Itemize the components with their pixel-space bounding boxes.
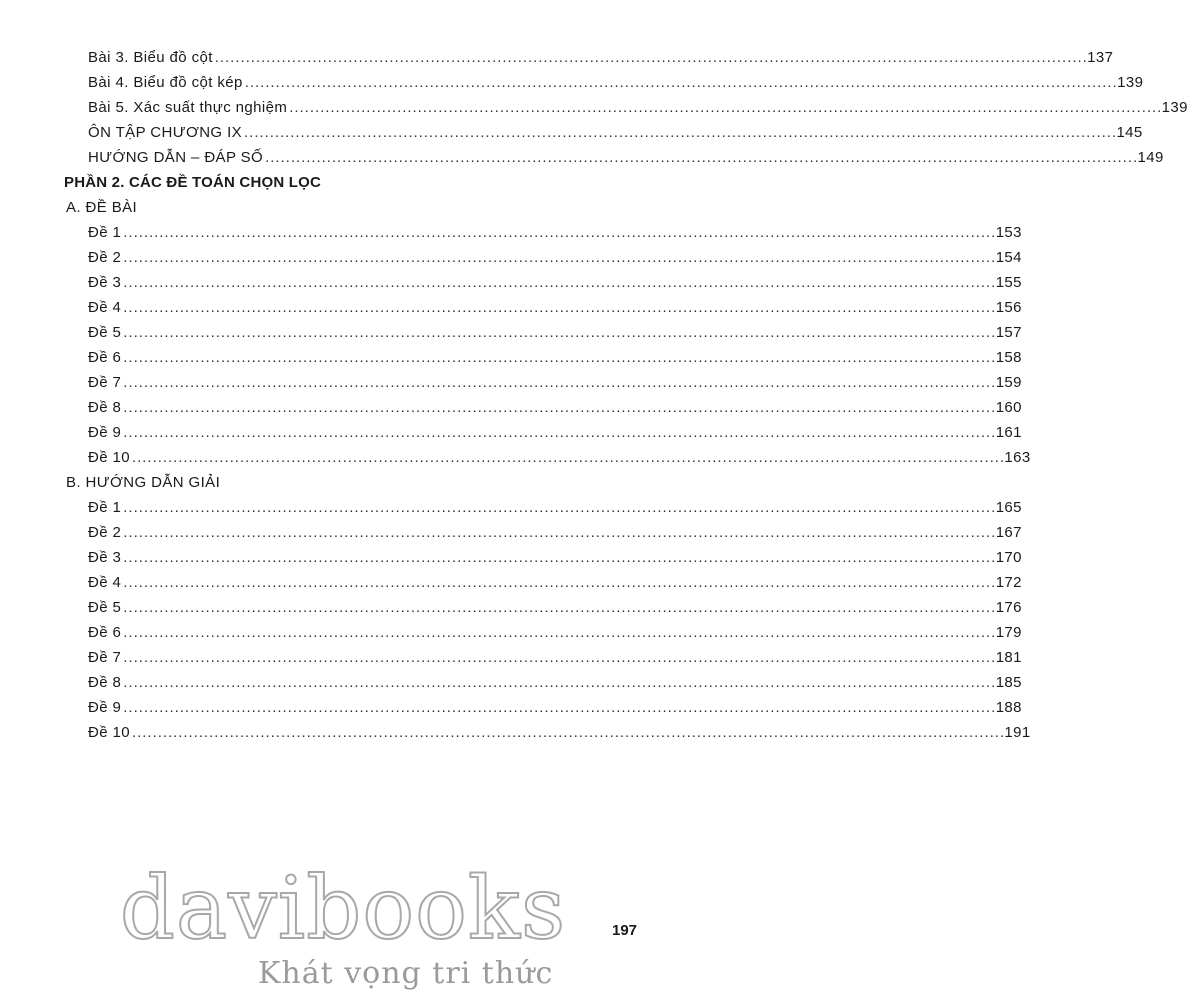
toc-entry-label: Bài 4. Biểu đồ cột kép bbox=[88, 74, 243, 91]
toc-entry[interactable] bbox=[88, 698, 1022, 718]
toc-entry[interactable] bbox=[88, 73, 1144, 93]
toc-entry-page: 181 bbox=[995, 649, 1022, 666]
toc-entry-page: 163 bbox=[1004, 449, 1031, 466]
toc-entry[interactable] bbox=[88, 223, 1022, 243]
toc-entry[interactable] bbox=[88, 423, 1022, 443]
dot-leader bbox=[123, 673, 993, 693]
toc-entry-page: 160 bbox=[995, 399, 1022, 416]
toc-entry-label: Đề 4 bbox=[88, 574, 122, 591]
toc-entry[interactable] bbox=[88, 298, 1022, 318]
dot-leader bbox=[265, 148, 1135, 168]
watermark-logo bbox=[119, 859, 567, 959]
watermark-brand: davibooks bbox=[119, 859, 567, 959]
toc-entry-label: Đề 5 bbox=[88, 324, 122, 341]
dot-leader bbox=[245, 73, 1115, 93]
toc-entry-label: HƯỚNG DẪN – ĐÁP SỐ bbox=[88, 149, 264, 166]
toc-entry-label: Đề 2 bbox=[88, 249, 122, 266]
toc-entry[interactable] bbox=[88, 498, 1022, 518]
toc-entry-label: Bài 5. Xác suất thực nghiệm bbox=[88, 99, 288, 116]
section-heading-b: B. HƯỚNG DẪN GIẢI bbox=[66, 474, 221, 491]
dot-leader bbox=[123, 348, 993, 368]
toc-entry[interactable] bbox=[88, 573, 1022, 593]
toc-entry-label: Đề 5 bbox=[88, 599, 122, 616]
toc-entry-label: Đề 1 bbox=[88, 224, 122, 241]
toc-entry[interactable] bbox=[88, 348, 1022, 368]
toc-entry-label: Đề 2 bbox=[88, 524, 122, 541]
page-number: 197 bbox=[612, 922, 638, 939]
dot-leader bbox=[132, 723, 1002, 743]
toc-entry[interactable] bbox=[88, 273, 1022, 293]
toc-entry[interactable] bbox=[88, 723, 1031, 743]
dot-leader bbox=[289, 98, 1159, 118]
dot-leader bbox=[123, 223, 993, 243]
toc-entry-page: 155 bbox=[995, 274, 1022, 291]
dot-leader bbox=[132, 448, 1002, 468]
dot-leader bbox=[123, 248, 993, 268]
dot-leader bbox=[123, 698, 993, 718]
toc-entry[interactable] bbox=[88, 523, 1022, 543]
toc-entry-label: Đề 10 bbox=[88, 724, 131, 741]
toc-entry[interactable] bbox=[88, 648, 1022, 668]
toc-entry-page: 153 bbox=[995, 224, 1022, 241]
dot-leader bbox=[123, 423, 993, 443]
toc-entry-page: 165 bbox=[995, 499, 1022, 516]
toc-entry-page: 167 bbox=[995, 524, 1022, 541]
toc-entry-page: 137 bbox=[1087, 49, 1114, 66]
toc-entry-label: Đề 9 bbox=[88, 699, 122, 716]
toc-entry[interactable] bbox=[88, 123, 1143, 143]
toc-entry-page: 161 bbox=[995, 424, 1022, 441]
toc-entry-page: 145 bbox=[1116, 124, 1143, 141]
toc-entry-label: Đề 7 bbox=[88, 649, 122, 666]
toc-entry-label: Đề 6 bbox=[88, 624, 122, 641]
toc-entry-label: Đề 3 bbox=[88, 274, 122, 291]
toc-entry-label: Đề 8 bbox=[88, 399, 122, 416]
toc-entry-label: Đề 1 bbox=[88, 499, 122, 516]
toc-entry-page: 176 bbox=[995, 599, 1022, 616]
toc-entry[interactable] bbox=[88, 248, 1022, 268]
toc-entry-page: 191 bbox=[1004, 724, 1031, 741]
toc-entry-page: 157 bbox=[995, 324, 1022, 341]
dot-leader bbox=[123, 648, 993, 668]
toc-entry-page: 139 bbox=[1161, 99, 1188, 116]
toc-entry-page: 154 bbox=[995, 249, 1022, 266]
section-heading-a: A. ĐỀ BÀI bbox=[66, 199, 138, 216]
toc-entry[interactable] bbox=[88, 98, 1188, 118]
dot-leader bbox=[123, 323, 993, 343]
toc-entry-page: 170 bbox=[995, 549, 1022, 566]
toc-entry-page: 185 bbox=[995, 674, 1022, 691]
toc-entry-label: ÔN TẬP CHƯƠNG IX bbox=[88, 124, 243, 141]
toc-entry-label: Đề 9 bbox=[88, 424, 122, 441]
toc-entry-label: Đề 7 bbox=[88, 374, 122, 391]
toc-entry[interactable] bbox=[88, 398, 1022, 418]
toc-entry-label: Bài 3. Biểu đồ cột bbox=[88, 49, 213, 66]
toc-entry-page: 159 bbox=[995, 374, 1022, 391]
toc-entry-label: Đề 3 bbox=[88, 549, 122, 566]
toc-entry-page: 172 bbox=[995, 574, 1022, 591]
toc-entry-page: 179 bbox=[995, 624, 1022, 641]
dot-leader bbox=[123, 523, 993, 543]
toc-entry-page: 158 bbox=[995, 349, 1022, 366]
dot-leader bbox=[123, 598, 993, 618]
toc-entry-page: 139 bbox=[1117, 74, 1144, 91]
toc-entry[interactable] bbox=[88, 623, 1022, 643]
toc-entry-page: 156 bbox=[995, 299, 1022, 316]
toc-entry[interactable] bbox=[88, 148, 1164, 168]
part-heading: PHẦN 2. CÁC ĐỀ TOÁN CHỌN LỌC bbox=[64, 174, 322, 191]
dot-leader bbox=[215, 48, 1085, 68]
dot-leader bbox=[123, 298, 993, 318]
dot-leader bbox=[123, 273, 993, 293]
dot-leader bbox=[123, 623, 993, 643]
toc-entry-label: Đề 6 bbox=[88, 349, 122, 366]
toc-entry[interactable] bbox=[88, 673, 1022, 693]
toc-entry[interactable] bbox=[88, 548, 1022, 568]
watermark-tagline: Khát vọng tri thức bbox=[258, 956, 554, 991]
dot-leader bbox=[123, 498, 993, 518]
toc-entry[interactable] bbox=[88, 48, 1114, 68]
toc-entry[interactable] bbox=[88, 373, 1022, 393]
dot-leader bbox=[123, 548, 993, 568]
toc-entry[interactable] bbox=[88, 323, 1022, 343]
toc-entry-page: 149 bbox=[1137, 149, 1164, 166]
watermark bbox=[0, 860, 700, 998]
toc-entry-label: Đề 4 bbox=[88, 299, 122, 316]
toc-entry[interactable] bbox=[88, 598, 1022, 618]
dot-leader bbox=[244, 123, 1114, 143]
toc-entry-label: Đề 8 bbox=[88, 674, 122, 691]
dot-leader bbox=[123, 573, 993, 593]
toc-entry-page: 188 bbox=[995, 699, 1022, 716]
toc-entry[interactable] bbox=[88, 448, 1031, 468]
dot-leader bbox=[123, 398, 993, 418]
toc-entry-label: Đề 10 bbox=[88, 449, 131, 466]
dot-leader bbox=[123, 373, 993, 393]
